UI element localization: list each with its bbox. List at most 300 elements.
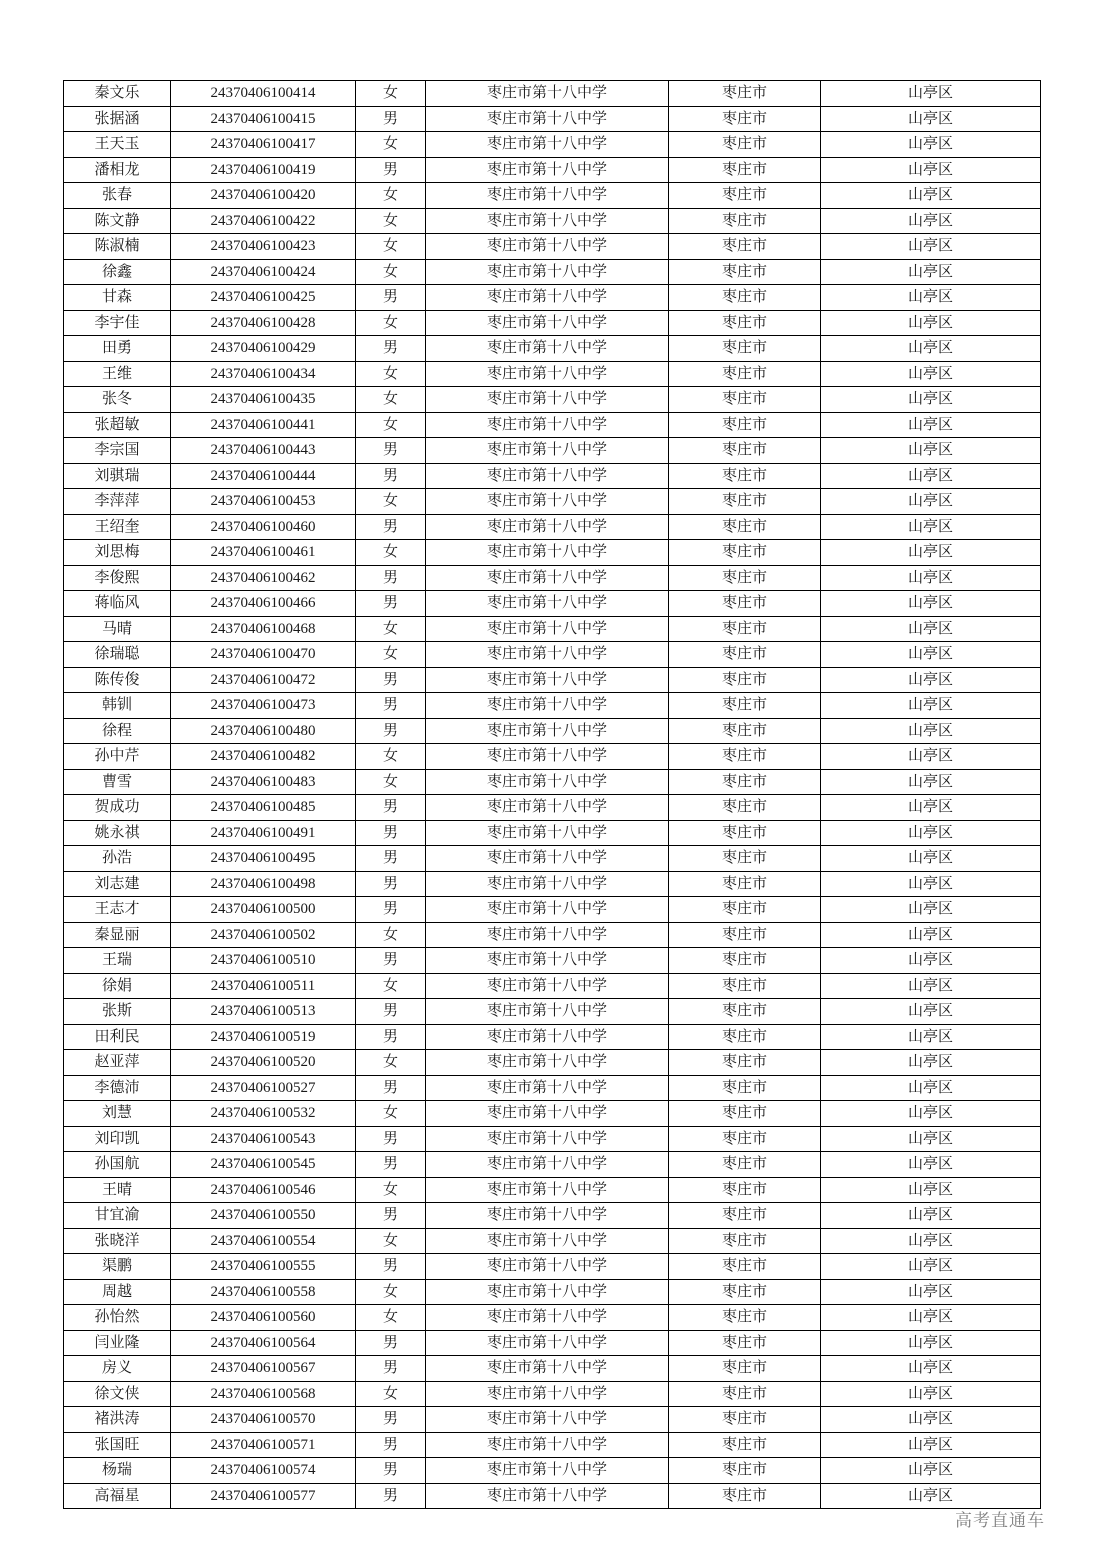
cell-gender: 男 <box>356 565 426 591</box>
cell-city: 枣庄市 <box>669 744 821 770</box>
cell-exam-id: 24370406100574 <box>171 1458 356 1484</box>
cell-name: 徐文侠 <box>64 1381 171 1407</box>
cell-gender: 男 <box>356 999 426 1025</box>
cell-exam-id: 24370406100417 <box>171 132 356 158</box>
cell-city: 枣庄市 <box>669 183 821 209</box>
cell-exam-id: 24370406100495 <box>171 846 356 872</box>
cell-exam-id: 24370406100443 <box>171 438 356 464</box>
cell-school: 枣庄市第十八中学 <box>426 1356 669 1382</box>
table-row <box>64 1228 1041 1254</box>
cell-exam-id: 24370406100460 <box>171 514 356 540</box>
cell-exam-id: 24370406100480 <box>171 718 356 744</box>
cell-exam-id: 24370406100483 <box>171 769 356 795</box>
cell-district: 山亭区 <box>821 1330 1041 1356</box>
cell-name: 田勇 <box>64 336 171 362</box>
cell-school: 枣庄市第十八中学 <box>426 1050 669 1076</box>
cell-city: 枣庄市 <box>669 948 821 974</box>
cell-name: 孙浩 <box>64 846 171 872</box>
cell-city: 枣庄市 <box>669 81 821 107</box>
cell-school: 枣庄市第十八中学 <box>426 1075 669 1101</box>
cell-school: 枣庄市第十八中学 <box>426 1203 669 1229</box>
cell-school: 枣庄市第十八中学 <box>426 642 669 668</box>
cell-city: 枣庄市 <box>669 106 821 132</box>
cell-school: 枣庄市第十八中学 <box>426 1177 669 1203</box>
cell-gender: 女 <box>356 973 426 999</box>
cell-city: 枣庄市 <box>669 259 821 285</box>
cell-gender: 男 <box>356 285 426 311</box>
cell-district: 山亭区 <box>821 1483 1041 1509</box>
cell-school: 枣庄市第十八中学 <box>426 693 669 719</box>
cell-school: 枣庄市第十八中学 <box>426 769 669 795</box>
cell-school: 枣庄市第十八中学 <box>426 1483 669 1509</box>
cell-district: 山亭区 <box>821 157 1041 183</box>
cell-name: 韩钏 <box>64 693 171 719</box>
table-row <box>64 234 1041 260</box>
cell-gender: 男 <box>356 1075 426 1101</box>
cell-city: 枣庄市 <box>669 897 821 923</box>
cell-district: 山亭区 <box>821 1177 1041 1203</box>
cell-district: 山亭区 <box>821 897 1041 923</box>
table-row <box>64 183 1041 209</box>
cell-exam-id: 24370406100425 <box>171 285 356 311</box>
cell-district: 山亭区 <box>821 1458 1041 1484</box>
student-table-body <box>64 81 1041 1509</box>
cell-name: 王志才 <box>64 897 171 923</box>
cell-school: 枣庄市第十八中学 <box>426 1407 669 1433</box>
cell-gender: 女 <box>356 922 426 948</box>
table-row <box>64 1254 1041 1280</box>
cell-name: 刘志建 <box>64 871 171 897</box>
cell-district: 山亭区 <box>821 1050 1041 1076</box>
cell-name: 渠鹏 <box>64 1254 171 1280</box>
cell-district: 山亭区 <box>821 132 1041 158</box>
cell-city: 枣庄市 <box>669 489 821 515</box>
cell-exam-id: 24370406100428 <box>171 310 356 336</box>
cell-name: 周越 <box>64 1279 171 1305</box>
table-row <box>64 285 1041 311</box>
cell-gender: 男 <box>356 948 426 974</box>
cell-school: 枣庄市第十八中学 <box>426 718 669 744</box>
cell-exam-id: 24370406100564 <box>171 1330 356 1356</box>
table-row <box>64 795 1041 821</box>
cell-exam-id: 24370406100466 <box>171 591 356 617</box>
cell-district: 山亭区 <box>821 642 1041 668</box>
cell-name: 孙怡然 <box>64 1305 171 1331</box>
cell-city: 枣庄市 <box>669 514 821 540</box>
cell-gender: 男 <box>356 1483 426 1509</box>
cell-district: 山亭区 <box>821 387 1041 413</box>
cell-school: 枣庄市第十八中学 <box>426 336 669 362</box>
cell-gender: 男 <box>356 1254 426 1280</box>
cell-gender: 女 <box>356 642 426 668</box>
cell-name: 李宇佳 <box>64 310 171 336</box>
cell-gender: 女 <box>356 132 426 158</box>
cell-city: 枣庄市 <box>669 1024 821 1050</box>
table-row <box>64 1432 1041 1458</box>
cell-school: 枣庄市第十八中学 <box>426 1305 669 1331</box>
cell-gender: 男 <box>356 438 426 464</box>
cell-name: 王天玉 <box>64 132 171 158</box>
table-row <box>64 157 1041 183</box>
cell-district: 山亭区 <box>821 846 1041 872</box>
cell-name: 甘宜渝 <box>64 1203 171 1229</box>
cell-school: 枣庄市第十八中学 <box>426 846 669 872</box>
cell-school: 枣庄市第十八中学 <box>426 259 669 285</box>
cell-gender: 女 <box>356 81 426 107</box>
cell-school: 枣庄市第十八中学 <box>426 591 669 617</box>
cell-exam-id: 24370406100502 <box>171 922 356 948</box>
cell-gender: 女 <box>356 489 426 515</box>
cell-district: 山亭区 <box>821 948 1041 974</box>
cell-exam-id: 24370406100545 <box>171 1152 356 1178</box>
cell-gender: 男 <box>356 514 426 540</box>
cell-school: 枣庄市第十八中学 <box>426 387 669 413</box>
cell-exam-id: 24370406100424 <box>171 259 356 285</box>
cell-name: 李德沛 <box>64 1075 171 1101</box>
table-row <box>64 514 1041 540</box>
cell-district: 山亭区 <box>821 1101 1041 1127</box>
table-row <box>64 310 1041 336</box>
cell-name: 高福星 <box>64 1483 171 1509</box>
table-row <box>64 1458 1041 1484</box>
cell-school: 枣庄市第十八中学 <box>426 1228 669 1254</box>
cell-exam-id: 24370406100560 <box>171 1305 356 1331</box>
cell-district: 山亭区 <box>821 565 1041 591</box>
cell-name: 徐程 <box>64 718 171 744</box>
table-row <box>64 922 1041 948</box>
cell-exam-id: 24370406100520 <box>171 1050 356 1076</box>
cell-city: 枣庄市 <box>669 820 821 846</box>
cell-city: 枣庄市 <box>669 336 821 362</box>
cell-name: 甘森 <box>64 285 171 311</box>
cell-name: 王绍奎 <box>64 514 171 540</box>
cell-school: 枣庄市第十八中学 <box>426 1024 669 1050</box>
cell-gender: 女 <box>356 1228 426 1254</box>
cell-gender: 男 <box>356 897 426 923</box>
cell-city: 枣庄市 <box>669 1458 821 1484</box>
cell-name: 房义 <box>64 1356 171 1382</box>
cell-gender: 男 <box>356 1432 426 1458</box>
cell-exam-id: 24370406100532 <box>171 1101 356 1127</box>
cell-city: 枣庄市 <box>669 922 821 948</box>
cell-exam-id: 24370406100470 <box>171 642 356 668</box>
cell-school: 枣庄市第十八中学 <box>426 514 669 540</box>
cell-gender: 男 <box>356 1126 426 1152</box>
cell-gender: 男 <box>356 795 426 821</box>
cell-gender: 女 <box>356 540 426 566</box>
cell-name: 刘骐瑞 <box>64 463 171 489</box>
cell-district: 山亭区 <box>821 871 1041 897</box>
cell-gender: 女 <box>356 412 426 438</box>
table-row <box>64 1050 1041 1076</box>
table-row <box>64 1177 1041 1203</box>
cell-district: 山亭区 <box>821 183 1041 209</box>
cell-name: 徐鑫 <box>64 259 171 285</box>
table-row <box>64 1305 1041 1331</box>
cell-district: 山亭区 <box>821 106 1041 132</box>
cell-city: 枣庄市 <box>669 1254 821 1280</box>
cell-name: 张超敏 <box>64 412 171 438</box>
table-row <box>64 132 1041 158</box>
cell-school: 枣庄市第十八中学 <box>426 871 669 897</box>
cell-school: 枣庄市第十八中学 <box>426 999 669 1025</box>
cell-exam-id: 24370406100468 <box>171 616 356 642</box>
table-row <box>64 1407 1041 1433</box>
cell-exam-id: 24370406100435 <box>171 387 356 413</box>
cell-exam-id: 24370406100444 <box>171 463 356 489</box>
cell-gender: 男 <box>356 820 426 846</box>
cell-district: 山亭区 <box>821 718 1041 744</box>
cell-city: 枣庄市 <box>669 1126 821 1152</box>
cell-school: 枣庄市第十八中学 <box>426 1381 669 1407</box>
table-row <box>64 616 1041 642</box>
cell-school: 枣庄市第十八中学 <box>426 1101 669 1127</box>
cell-gender: 女 <box>356 361 426 387</box>
cell-school: 枣庄市第十八中学 <box>426 922 669 948</box>
cell-exam-id: 24370406100513 <box>171 999 356 1025</box>
cell-school: 枣庄市第十八中学 <box>426 1458 669 1484</box>
cell-gender: 男 <box>356 1356 426 1382</box>
table-row <box>64 820 1041 846</box>
cell-district: 山亭区 <box>821 1279 1041 1305</box>
cell-exam-id: 24370406100461 <box>171 540 356 566</box>
cell-exam-id: 24370406100510 <box>171 948 356 974</box>
cell-school: 枣庄市第十八中学 <box>426 463 669 489</box>
cell-district: 山亭区 <box>821 616 1041 642</box>
cell-exam-id: 24370406100511 <box>171 973 356 999</box>
cell-name: 曹雪 <box>64 769 171 795</box>
cell-name: 王瑞 <box>64 948 171 974</box>
cell-name: 徐瑞聪 <box>64 642 171 668</box>
cell-exam-id: 24370406100527 <box>171 1075 356 1101</box>
cell-name: 李俊熙 <box>64 565 171 591</box>
cell-school: 枣庄市第十八中学 <box>426 183 669 209</box>
table-row <box>64 642 1041 668</box>
cell-school: 枣庄市第十八中学 <box>426 1126 669 1152</box>
table-row <box>64 106 1041 132</box>
cell-city: 枣庄市 <box>669 412 821 438</box>
cell-district: 山亭区 <box>821 1024 1041 1050</box>
table-row <box>64 591 1041 617</box>
cell-gender: 女 <box>356 616 426 642</box>
cell-gender: 女 <box>356 183 426 209</box>
cell-name: 张国旺 <box>64 1432 171 1458</box>
cell-city: 枣庄市 <box>669 718 821 744</box>
cell-gender: 男 <box>356 1407 426 1433</box>
cell-name: 孙国航 <box>64 1152 171 1178</box>
table-row <box>64 438 1041 464</box>
cell-school: 枣庄市第十八中学 <box>426 412 669 438</box>
cell-name: 潘相龙 <box>64 157 171 183</box>
cell-gender: 男 <box>356 871 426 897</box>
cell-gender: 男 <box>356 336 426 362</box>
cell-exam-id: 24370406100420 <box>171 183 356 209</box>
cell-city: 枣庄市 <box>669 208 821 234</box>
cell-exam-id: 24370406100554 <box>171 1228 356 1254</box>
table-row <box>64 1381 1041 1407</box>
cell-district: 山亭区 <box>821 999 1041 1025</box>
cell-gender: 男 <box>356 718 426 744</box>
table-row <box>64 693 1041 719</box>
cell-school: 枣庄市第十八中学 <box>426 81 669 107</box>
table-row <box>64 718 1041 744</box>
cell-school: 枣庄市第十八中学 <box>426 565 669 591</box>
table-row <box>64 1024 1041 1050</box>
cell-name: 褚洪涛 <box>64 1407 171 1433</box>
cell-city: 枣庄市 <box>669 1075 821 1101</box>
cell-exam-id: 24370406100500 <box>171 897 356 923</box>
cell-city: 枣庄市 <box>669 565 821 591</box>
cell-district: 山亭区 <box>821 1152 1041 1178</box>
cell-name: 李宗国 <box>64 438 171 464</box>
cell-name: 张据涵 <box>64 106 171 132</box>
cell-gender: 女 <box>356 744 426 770</box>
cell-school: 枣庄市第十八中学 <box>426 897 669 923</box>
cell-exam-id: 24370406100571 <box>171 1432 356 1458</box>
cell-name: 张冬 <box>64 387 171 413</box>
cell-district: 山亭区 <box>821 540 1041 566</box>
cell-district: 山亭区 <box>821 259 1041 285</box>
cell-district: 山亭区 <box>821 1254 1041 1280</box>
cell-gender: 男 <box>356 591 426 617</box>
cell-name: 秦文乐 <box>64 81 171 107</box>
cell-district: 山亭区 <box>821 489 1041 515</box>
cell-name: 陈淑楠 <box>64 234 171 260</box>
cell-school: 枣庄市第十八中学 <box>426 1279 669 1305</box>
cell-exam-id: 24370406100482 <box>171 744 356 770</box>
cell-exam-id: 24370406100543 <box>171 1126 356 1152</box>
cell-city: 枣庄市 <box>669 132 821 158</box>
cell-name: 蒋临风 <box>64 591 171 617</box>
cell-school: 枣庄市第十八中学 <box>426 285 669 311</box>
cell-city: 枣庄市 <box>669 1381 821 1407</box>
cell-city: 枣庄市 <box>669 795 821 821</box>
cell-city: 枣庄市 <box>669 285 821 311</box>
cell-city: 枣庄市 <box>669 1407 821 1433</box>
cell-gender: 女 <box>356 234 426 260</box>
cell-school: 枣庄市第十八中学 <box>426 132 669 158</box>
table-row <box>64 744 1041 770</box>
cell-city: 枣庄市 <box>669 1330 821 1356</box>
cell-city: 枣庄市 <box>669 846 821 872</box>
cell-exam-id: 24370406100472 <box>171 667 356 693</box>
cell-name: 陈传俊 <box>64 667 171 693</box>
cell-school: 枣庄市第十八中学 <box>426 1432 669 1458</box>
cell-district: 山亭区 <box>821 1228 1041 1254</box>
cell-gender: 女 <box>356 259 426 285</box>
cell-school: 枣庄市第十八中学 <box>426 106 669 132</box>
cell-district: 山亭区 <box>821 820 1041 846</box>
cell-school: 枣庄市第十八中学 <box>426 234 669 260</box>
cell-district: 山亭区 <box>821 591 1041 617</box>
cell-school: 枣庄市第十八中学 <box>426 208 669 234</box>
cell-name: 李萍萍 <box>64 489 171 515</box>
cell-exam-id: 24370406100429 <box>171 336 356 362</box>
cell-district: 山亭区 <box>821 1381 1041 1407</box>
cell-exam-id: 24370406100498 <box>171 871 356 897</box>
cell-gender: 女 <box>356 387 426 413</box>
cell-name: 刘慧 <box>64 1101 171 1127</box>
cell-name: 孙中芹 <box>64 744 171 770</box>
cell-name: 贺成功 <box>64 795 171 821</box>
cell-city: 枣庄市 <box>669 999 821 1025</box>
cell-gender: 男 <box>356 1203 426 1229</box>
cell-gender: 女 <box>356 1279 426 1305</box>
cell-school: 枣庄市第十八中学 <box>426 310 669 336</box>
table-row <box>64 1101 1041 1127</box>
cell-city: 枣庄市 <box>669 616 821 642</box>
table-row <box>64 1279 1041 1305</box>
cell-gender: 男 <box>356 846 426 872</box>
cell-exam-id: 24370406100570 <box>171 1407 356 1433</box>
cell-city: 枣庄市 <box>669 1432 821 1458</box>
cell-district: 山亭区 <box>821 1203 1041 1229</box>
cell-gender: 女 <box>356 1177 426 1203</box>
cell-exam-id: 24370406100568 <box>171 1381 356 1407</box>
cell-district: 山亭区 <box>821 922 1041 948</box>
table-row <box>64 387 1041 413</box>
cell-name: 赵亚萍 <box>64 1050 171 1076</box>
cell-city: 枣庄市 <box>669 642 821 668</box>
table-row <box>64 846 1041 872</box>
cell-city: 枣庄市 <box>669 1152 821 1178</box>
cell-city: 枣庄市 <box>669 387 821 413</box>
table-row <box>64 999 1041 1025</box>
cell-exam-id: 24370406100419 <box>171 157 356 183</box>
table-row <box>64 463 1041 489</box>
cell-exam-id: 24370406100422 <box>171 208 356 234</box>
cell-city: 枣庄市 <box>669 693 821 719</box>
cell-school: 枣庄市第十八中学 <box>426 1152 669 1178</box>
cell-city: 枣庄市 <box>669 591 821 617</box>
cell-school: 枣庄市第十八中学 <box>426 540 669 566</box>
cell-gender: 男 <box>356 1152 426 1178</box>
cell-gender: 女 <box>356 1305 426 1331</box>
cell-name: 田利民 <box>64 1024 171 1050</box>
table-row <box>64 81 1041 107</box>
cell-school: 枣庄市第十八中学 <box>426 1254 669 1280</box>
table-row <box>64 208 1041 234</box>
cell-district: 山亭区 <box>821 336 1041 362</box>
table-row <box>64 769 1041 795</box>
cell-city: 枣庄市 <box>669 1050 821 1076</box>
cell-gender: 女 <box>356 769 426 795</box>
cell-name: 闫业隆 <box>64 1330 171 1356</box>
cell-city: 枣庄市 <box>669 540 821 566</box>
cell-gender: 女 <box>356 1101 426 1127</box>
cell-gender: 男 <box>356 1458 426 1484</box>
cell-district: 山亭区 <box>821 1126 1041 1152</box>
cell-school: 枣庄市第十八中学 <box>426 1330 669 1356</box>
cell-city: 枣庄市 <box>669 157 821 183</box>
table-row <box>64 336 1041 362</box>
table-row <box>64 1356 1041 1382</box>
cell-gender: 男 <box>356 463 426 489</box>
cell-district: 山亭区 <box>821 1356 1041 1382</box>
cell-district: 山亭区 <box>821 1432 1041 1458</box>
cell-exam-id: 24370406100434 <box>171 361 356 387</box>
table-row <box>64 1483 1041 1509</box>
table-row <box>64 489 1041 515</box>
cell-exam-id: 24370406100485 <box>171 795 356 821</box>
cell-district: 山亭区 <box>821 1407 1041 1433</box>
table-row <box>64 1330 1041 1356</box>
table-row <box>64 948 1041 974</box>
cell-gender: 女 <box>356 1381 426 1407</box>
cell-school: 枣庄市第十八中学 <box>426 820 669 846</box>
cell-name: 杨瑞 <box>64 1458 171 1484</box>
table-row <box>64 1152 1041 1178</box>
